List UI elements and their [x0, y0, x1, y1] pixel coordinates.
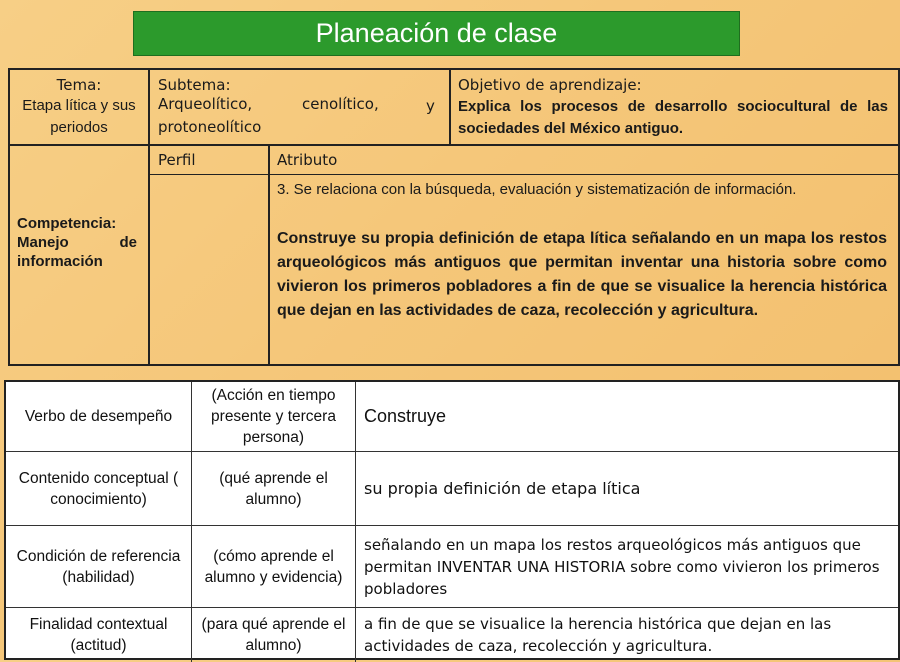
- table-row: [6, 526, 898, 608]
- subtema-value-part: Arqueolítico,: [158, 95, 253, 113]
- objetivo-value: Explica los procesos de desarrollo sociocultural de las sociedades del México antiguo.: [458, 98, 888, 137]
- table-row: [6, 452, 898, 526]
- divider: [148, 68, 150, 366]
- row-label: Verbo de desempeño: [6, 382, 192, 451]
- divider: [268, 146, 270, 366]
- row-value: a fin de que se visualice la herencia histórica que dejan en las actividades de caza, recolección y agricultura.: [364, 615, 832, 655]
- row-label: Contenido conceptual ( conocimiento): [6, 452, 192, 525]
- row-label: Condición de referencia (habilidad): [6, 526, 192, 607]
- performance-table: [4, 380, 900, 660]
- row-value: Construye: [364, 406, 447, 426]
- subtema-value-part: cenolítico,: [302, 95, 379, 113]
- competencia-value: Competencia: Manejo de información: [17, 215, 137, 270]
- row-hint: (cómo aprende el alumno y evidencia): [192, 526, 356, 607]
- subtema-value-part: y: [426, 97, 435, 115]
- table-row: [6, 608, 898, 662]
- divider: [449, 68, 451, 146]
- divider: [150, 174, 900, 175]
- tema-label: Tema:: [56, 76, 102, 94]
- row-hint: (qué aprende el alumno): [192, 452, 356, 525]
- atributo-value: 3. Se relaciona con la búsqueda, evaluación y sistematización de información.: [277, 181, 797, 198]
- row-hint: (Acción en tiempo presente y tercera persona): [192, 382, 356, 451]
- row-hint: (para qué aprende el alumno): [192, 608, 356, 662]
- subtema-label: Subtema:: [158, 76, 231, 94]
- perfil-label: Perfil: [158, 151, 196, 169]
- construye-description: Construye su propia definición de etapa lítica señalando en un mapa los restos arqueológicos más antiguos que permitan inventar una historia sobre como vivieron los primeros pobladores a fin de que se visualice la herencia histórica que dejan en las actividades de caza, recolección y agricultura.: [277, 230, 887, 319]
- subtema-value-part: protoneolítico: [158, 118, 262, 136]
- divider: [8, 144, 900, 146]
- objetivo-label: Objetivo de aprendizaje:: [458, 76, 642, 94]
- table-row: [6, 382, 898, 452]
- row-value: señalando en un mapa los restos arqueológicos más antiguos que permitan INVENTAR UNA HISTORIA sobre como vivieron los primeros pobladores: [364, 535, 880, 598]
- row-value: su propia definición de etapa lítica: [364, 479, 641, 498]
- page-title: Planeación de clase: [133, 11, 740, 56]
- atributo-label: Atributo: [277, 151, 338, 169]
- tema-value: Etapa lítica y sus periodos: [22, 97, 136, 136]
- row-label: Finalidad contextual (actitud): [6, 608, 192, 662]
